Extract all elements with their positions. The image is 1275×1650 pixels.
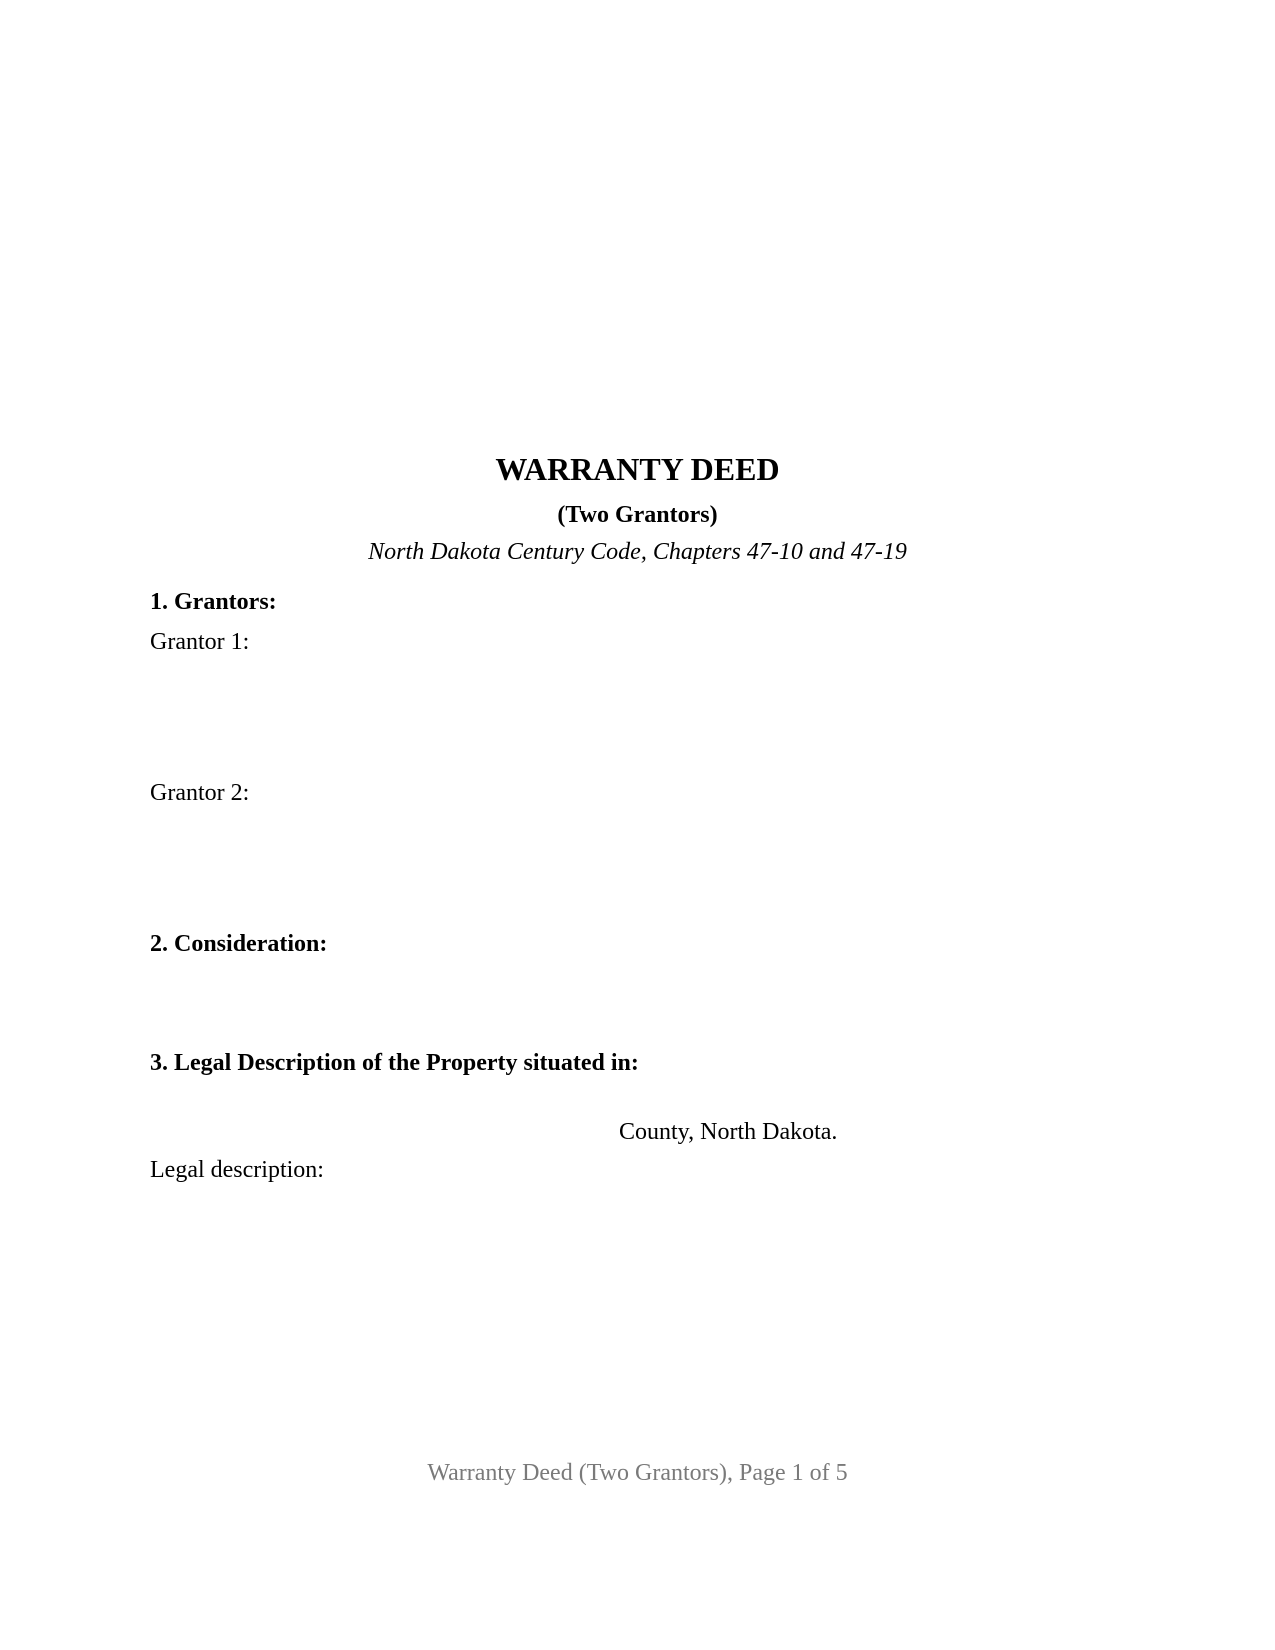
grantor-2-label: Grantor 2: [150,780,250,806]
legal-description-label: Legal description: [150,1157,324,1183]
section-heading-legal-description: 3. Legal Description of the Property situated in: [150,1050,639,1076]
county-line: County, North Dakota. [619,1119,838,1145]
grantor-1-label: Grantor 1: [150,629,250,655]
statute-reference: North Dakota Century Code, Chapters 47-10 and 47-19 [368,539,907,565]
section-heading-consideration: 2. Consideration: [150,931,328,957]
document-subtitle: (Two Grantors) [557,502,718,528]
document-title: WARRANTY DEED [495,451,780,487]
section-heading-grantors: 1. Grantors: [150,589,277,615]
page-footer: Warranty Deed (Two Grantors), Page 1 of 5 [427,1460,848,1486]
